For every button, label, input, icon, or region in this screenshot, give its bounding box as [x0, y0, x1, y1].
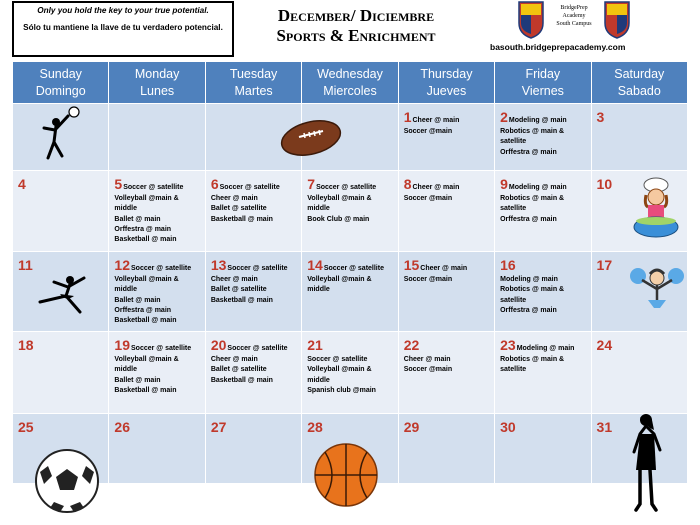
weekday-header-tuesday [205, 62, 301, 104]
event-item: Volleyball @main & middle [114, 356, 179, 374]
day-cell [495, 332, 591, 414]
event-item: Robotics @ main & satellite [500, 128, 565, 146]
day-number: 18 [18, 337, 34, 353]
day-number: 24 [596, 337, 613, 353]
event-item: Soccer @ satellite [316, 184, 377, 191]
day-cell [205, 252, 301, 332]
soccer-ball-icon [34, 448, 100, 514]
day-cell [302, 171, 398, 252]
day-cell [205, 332, 301, 414]
weekday-name-english: Friday [525, 66, 561, 81]
day-cell [205, 414, 301, 484]
day-number: 7 [307, 176, 316, 192]
calendar-title [236, 6, 476, 47]
event-item: Ballet @ satellite [210, 286, 267, 294]
event-item: Cheer @ main [412, 184, 460, 191]
day-number: 30 [500, 419, 516, 435]
day-number: 28 [307, 419, 323, 435]
event-item: Soccer @main [403, 366, 453, 374]
day-cell [398, 171, 494, 252]
day-number: 21 [307, 337, 323, 353]
event-item: Ballet @ main [114, 296, 161, 304]
weekday-header-saturday [591, 62, 687, 104]
model-silhouette-icon [626, 412, 668, 512]
event-item: Soccer @ satellite [227, 265, 288, 272]
event-item: Cheer @ main [210, 195, 258, 203]
event-item: Soccer @ satellite [219, 184, 280, 191]
week-row [13, 252, 688, 332]
weekday-name-spanish: Miercoles [323, 83, 377, 98]
event-item: Robotics @ main & satellite [500, 356, 565, 374]
day-cell [13, 171, 109, 252]
title-line-subject: Sports & Enrichment [276, 26, 436, 46]
day-number: 23 [500, 337, 516, 353]
weekday-name-english: Thursday [420, 66, 473, 81]
event-item: Basketball @ main [210, 296, 273, 304]
weekday-name-english: Wednesday [317, 66, 383, 81]
day-number: 5 [114, 176, 123, 192]
weekday-header-monday [109, 62, 205, 104]
basketball-icon [313, 440, 379, 510]
event-item: Robotics @ main & satellite [500, 195, 565, 213]
event-item: Orffestra @ main [114, 225, 172, 233]
day-number: 10 [596, 176, 613, 192]
weekday-name-english: Saturday [614, 66, 665, 81]
chef-girl-icon [628, 177, 684, 241]
week-row [13, 171, 688, 252]
motto-box [12, 1, 234, 57]
day-cell [109, 332, 205, 414]
weekday-header-friday [495, 62, 591, 104]
event-item: Soccer @main [403, 128, 453, 136]
event-item: Cheer @ main [412, 117, 460, 124]
event-item: Soccer @ satellite [131, 265, 192, 272]
day-cell [302, 252, 398, 332]
event-item: Modeling @ main [500, 276, 558, 284]
event-item: Basketball @ main [210, 376, 273, 384]
day-number: 25 [18, 419, 34, 435]
day-number: 17 [596, 257, 613, 273]
day-number: 8 [403, 176, 412, 192]
day-number: 15 [403, 257, 420, 273]
event-item: Basketball @ main [114, 235, 177, 243]
event-item: Cheer @ main [403, 356, 451, 364]
event-item: Cheer @ main [210, 356, 258, 364]
day-cell [591, 104, 687, 171]
weekday-name-spanish: Jueves [426, 83, 467, 98]
day-number: 14 [307, 257, 323, 273]
day-number: 4 [18, 176, 26, 192]
calendar-grid [12, 61, 688, 484]
day-cell [495, 171, 591, 252]
event-item: Orffestra @ main [114, 306, 172, 314]
motto-english: Only you hold the key to your true potential. [37, 6, 209, 15]
day-cell [109, 104, 205, 171]
event-item: Soccer @ satellite [307, 356, 368, 364]
motto-spanish: Sólo tu mantiene la llave de tu verdadero potencial. [23, 22, 223, 32]
event-item: Cheer @ main [420, 265, 468, 272]
ballet-dancer-icon [30, 272, 92, 318]
weekday-header-thursday [398, 62, 494, 104]
event-item: Basketball @ main [210, 215, 273, 223]
event-item: Volleyball @main & middle [114, 276, 179, 294]
day-cell [13, 332, 109, 414]
event-item: Modeling @ main [508, 117, 567, 124]
volleyball-player-icon [30, 106, 90, 164]
day-number: 22 [403, 337, 420, 353]
week-row [13, 104, 688, 171]
day-number: 3 [596, 109, 605, 125]
day-cell [591, 332, 687, 414]
day-cell [205, 171, 301, 252]
school-crest-icon [518, 1, 544, 39]
event-item: Orffestra @ main [500, 215, 557, 223]
event-item: Ballet @ main [114, 376, 161, 384]
day-number: 16 [500, 257, 516, 273]
weekday-header-wednesday [302, 62, 398, 104]
event-item: Orffestra @ main [500, 148, 557, 156]
event-item: Basketball @ main [114, 316, 177, 324]
day-number: 12 [114, 257, 130, 273]
weekday-name-spanish: Sabado [617, 83, 661, 98]
event-item: Volleyball @main & middle [307, 276, 372, 294]
weekday-name-english: Tuesday [229, 66, 278, 81]
weekday-name-spanish: Domingo [35, 83, 86, 98]
event-item: Soccer @ satellite [227, 345, 288, 352]
day-number: 20 [210, 337, 227, 353]
event-item: Volleyball @main & middle [307, 366, 372, 384]
event-item: Book Club @ main [307, 215, 370, 223]
title-line-month: December/ Diciembre [277, 6, 435, 25]
event-item: Soccer @main [403, 195, 453, 203]
weekday-name-english: Monday [134, 66, 180, 81]
event-item: Ballet @ main [114, 215, 161, 223]
football-icon [278, 117, 344, 159]
event-item: Orffestra @ main [500, 306, 557, 314]
school-name: BridgePrep Academy South Campus [556, 5, 592, 28]
day-cell [398, 252, 494, 332]
day-cell [109, 414, 205, 484]
weekday-name-spanish: Viernes [521, 83, 564, 98]
weekday-name-spanish: Lunes [140, 83, 175, 98]
cheerleader-icon [630, 262, 684, 316]
day-number: 27 [210, 419, 227, 435]
school-website: basouth.bridgeprepacademy.com [490, 42, 626, 52]
event-item: Soccer @ satellite [123, 184, 184, 191]
day-number: 6 [210, 176, 219, 192]
day-cell [109, 171, 205, 252]
school-logo [488, 0, 688, 56]
day-number: 9 [500, 176, 508, 192]
event-item: Ballet @ satellite [210, 205, 267, 213]
day-cell [109, 252, 205, 332]
event-item: Spanish club @main [307, 386, 376, 394]
event-item: Soccer @main [403, 276, 453, 284]
event-item: Modeling @ main [516, 345, 575, 352]
day-cell [495, 252, 591, 332]
day-cell [398, 414, 494, 484]
day-number: 11 [18, 257, 33, 273]
event-item: Cheer @ main [210, 276, 258, 284]
event-item: Volleyball @main & middle [114, 195, 179, 213]
day-number: 29 [403, 419, 420, 435]
school-crest-icon [604, 1, 630, 39]
day-cell [495, 414, 591, 484]
event-item: Modeling @ main [508, 184, 567, 191]
event-item: Ballet @ satellite [210, 366, 267, 374]
event-item: Robotics @ main & satellite [500, 286, 565, 304]
event-item: Soccer @ satellite [131, 345, 192, 352]
weekday-name-english: Sunday [39, 66, 82, 81]
week-row [13, 332, 688, 414]
day-cell [302, 332, 398, 414]
day-cell [495, 104, 591, 171]
day-number: 26 [114, 419, 130, 435]
weekday-name-spanish: Martes [234, 83, 273, 98]
event-item: Soccer @ satellite [323, 265, 384, 272]
weekday-header-sunday [13, 62, 109, 104]
weekday-header-row [13, 62, 688, 104]
day-number: 1 [403, 109, 412, 125]
day-number: 31 [596, 419, 613, 435]
day-cell [398, 104, 494, 171]
day-number: 13 [210, 257, 227, 273]
day-number: 19 [114, 337, 130, 353]
event-item: Basketball @ main [114, 386, 177, 394]
event-item: Volleyball @main & middle [307, 195, 372, 213]
day-number: 2 [500, 109, 508, 125]
day-cell [398, 332, 494, 414]
